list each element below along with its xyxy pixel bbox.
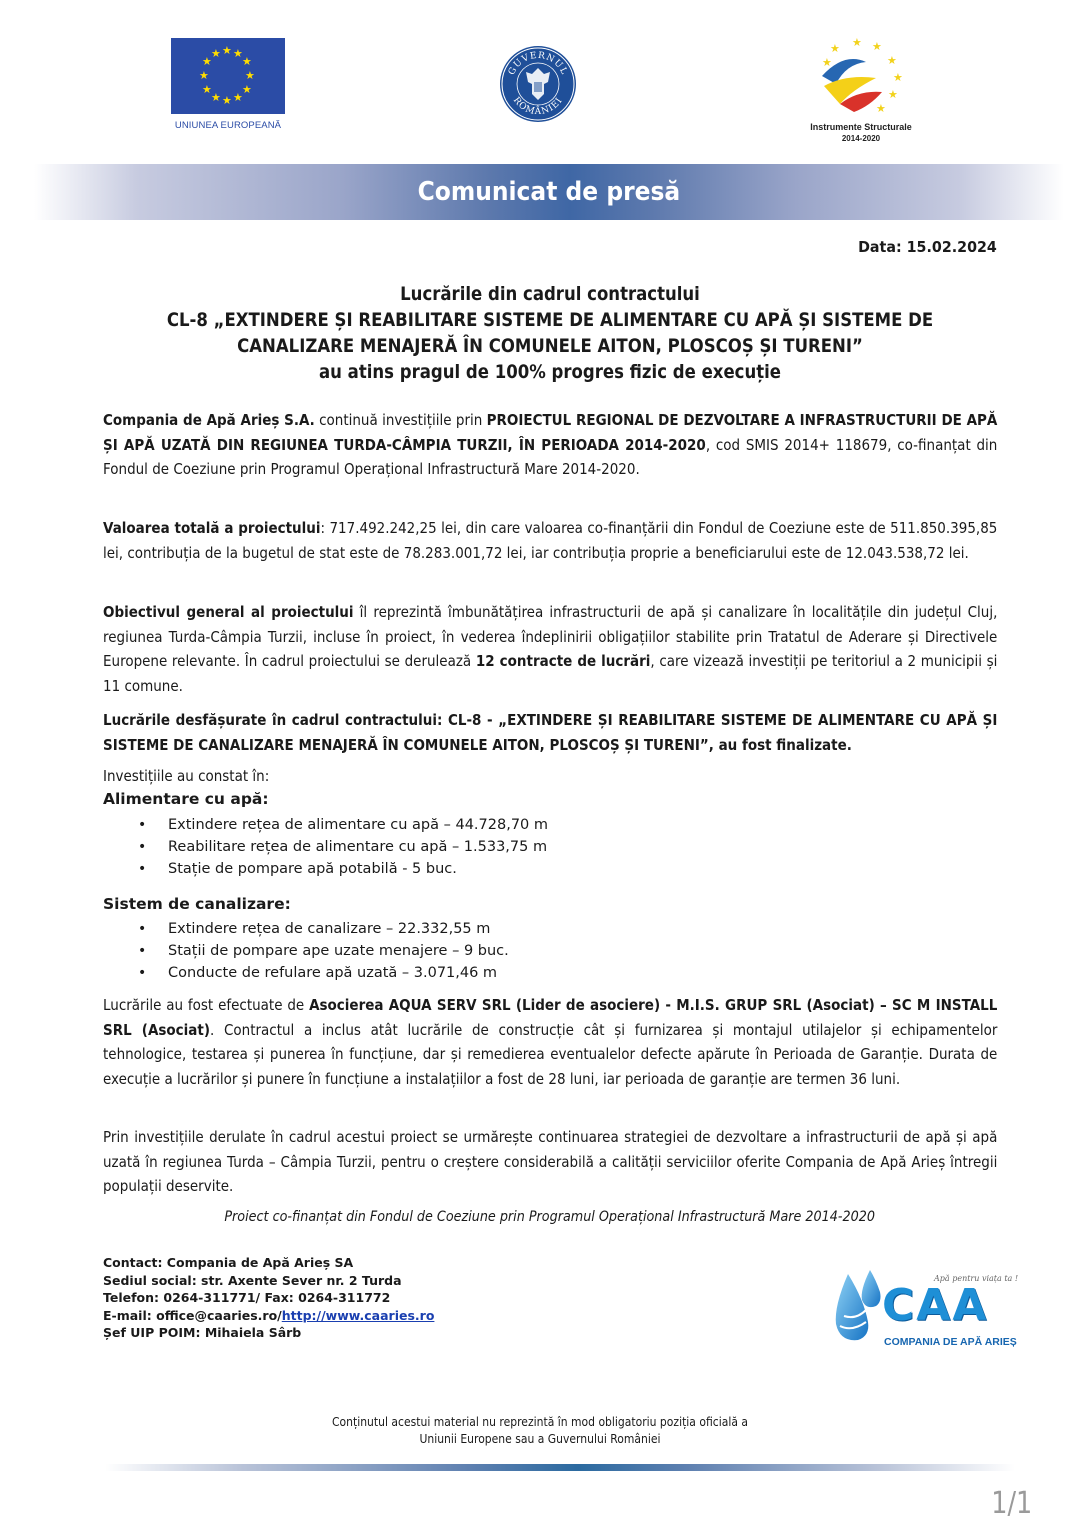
footer-divider [105,1464,1015,1471]
eu-flag-icon: ★ ★ ★ ★ ★ ★ ★ ★ ★ ★ ★ ★ [171,38,285,114]
water-supply-list [138,814,548,880]
svg-text:★: ★ [888,88,898,101]
list-item: • Reabilitare rețea de alimentare cu apă – 1.533,75 m [138,836,548,858]
eu-caption: UNIUNEA EUROPEANĂ [174,120,282,131]
is-caption: Instrumente Structurale [810,122,912,132]
svg-text:★: ★ [893,71,903,84]
disclaimer-line-1: Conținutul acestui material nu reprezintă în mod obligatoriu poziția oficială a [331,1415,748,1429]
contact-block [103,1254,434,1342]
caa-acronym: CAA [882,1280,989,1331]
svg-text:★: ★ [872,40,882,53]
project-name: PROIECTUL REGIONAL DE DEZVOLTARE A INFRASTRUCTURII DE APĂ ȘI APĂ UZATĂ DIN REGIUNEA TURDA-CÂMPIA TURZII, ÎN PERIOADA 2014-2020 [103,411,998,454]
contact-company: Contact: Compania de Apă Arieș SA [103,1255,354,1270]
paragraph-objective [103,600,997,698]
eu-flag-logo [171,38,285,134]
title-line-2: CL-8 „EXTINDERE ȘI REABILITARE SISTEME DE ALIMENTARE CU APĂ ȘI SISTEME DE [166,309,934,331]
caa-company-name: COMPANIA DE APĂ ARIEȘ [884,1336,1017,1348]
page-number: 1/1 [990,1486,1032,1521]
water-supply-heading: Alimentare cu apă: [103,790,269,808]
text: , cod SMIS 2014+ 118679, co-finanțat din Fondul de Coeziune prin Programul Operațional Infrastructură Mare 2014-2020. [103,435,998,478]
seal-text-bottom: ROMÂNIEI [510,95,566,118]
svg-text:★: ★ [852,36,862,49]
contact-address: Sediul social: str. Axente Sever nr. 2 Turda [103,1272,402,1288]
seal-text-top: GUVERNUL [506,50,570,77]
list-item: • Conducte de refulare apă uzată – 3.071,46 m [138,962,509,984]
instrumente-structurale-logo [796,34,926,146]
text: : 717.492.242,25 lei, din care valoarea co-finanțării din Fondul de Coeziune este de 511.850.395,85 lei, contribuția de la bugetul de stat este de 78.283.001,72 lei, iar contribuția proprie a beneficiarului este de 12.043.538,72 lei. [103,519,998,562]
paragraph-contractors [103,993,997,1091]
is-caption-years: 2014-2020 [841,134,881,143]
cofinance-note-text: Proiect co-finanțat din Fondul de Coeziune prin Programul Operațional Infrastructură Mare 2014-2020 [224,1209,876,1225]
text: , care vizează investiții pe teritoriul a 2 municipii și 11 comune. [103,652,998,695]
contractors: Asocierea AQUA SERV SRL (Lider de asociere) - M.I.S. GRUP SRL (Asociat) – SC M INSTALL SRL (Asociat) [103,996,998,1039]
text: îl reprezintă îmbunătățirea infrastructurii de apă și canalizare în localitățile din județul Cluj, regiunea Turda-Câmpia Turzii, incluse în proiect, în vederea îndeplinirii obligațiilor stabilite prin Tratatul de Aderare și Directivele Europene relevante. În cadrul proiectului se derulează [103,603,998,670]
banner-title: Comunicat de presă [417,177,681,207]
contracts-count: 12 contracte de lucrări [475,652,651,670]
list-item: • Extindere rețea de canalizare – 22.332,55 m [138,918,509,940]
document-title [100,281,1000,385]
svg-text:★: ★ [830,42,840,55]
title-line-4: au atins pragul de 100% progres fizic de execuție [319,361,781,383]
text: continuă investițiile prin [314,411,487,429]
disclaimer [200,1414,880,1448]
release-date: Data: 15.02.2024 [858,238,997,256]
svg-text:★: ★ [876,102,886,115]
sewer-system-heading: Sistem de canalizare: [103,895,291,913]
instrumente-structurale-icon [796,34,926,118]
text: Lucrările au fost efectuate de [103,996,310,1014]
title-line-3: CANALIZARE MENAJERĂ ÎN COMUNELE AITON, PLOSCOȘ ȘI TURENI” [237,335,863,357]
list-item: • Extindere rețea de alimentare cu apă – 44.728,70 m [138,814,548,836]
disclaimer-line-2: Uniunii Europene sau a Guvernului României [419,1432,661,1446]
cofinance-note [100,1209,1000,1225]
guvernul-romaniei-seal [498,44,578,124]
paragraph-strategy [103,1125,997,1199]
strategy-text: Prin investițiile derulate în cadrul acestui proiect se urmărește continuarea strategiei de dezvoltare a infrastructurii de apă și apă uzată în regiunea Turda – Câmpia Turzii, pentru o creștere considerabilă a calității serviciilor oferite Compania de Apă Arieș întregii populații deservite. [103,1128,998,1195]
title-line-1: Lucrările din cadrul contractului [400,283,700,305]
list-item: • Stație de pompare apă potabilă - 5 buc. [138,858,548,880]
contact-email: E-mail: office@caaries.ro/ [103,1307,282,1323]
contact-phone: Telefon: 0264-311771/ Fax: 0264-311772 [103,1290,391,1305]
paragraph-project-value [103,516,997,565]
works-completed-text: Lucrările desfășurate în cadrul contractului: CL-8 - „EXTINDERE ȘI REABILITARE SISTEME DE ALIMENTARE CU APĂ ȘI SISTEME DE CANALIZARE MENAJERĂ ÎN COMUNELE AITON, PLOSCOȘ ȘI TURENI”, au fost finalizate. [103,711,998,754]
svg-text:★: ★ [822,56,832,69]
caa-slogan: Apă pentru viața ta ! [934,1274,1019,1283]
press-release-banner [34,164,1064,220]
list-item: • Stații de pompare ape uzate menajere – 9 buc. [138,940,509,962]
caa-logo [826,1266,1036,1352]
website-link[interactable]: http://www.caaries.ro [281,1307,435,1323]
objective-label: Obiectivul general al proiectului [103,603,354,621]
text: . Contractul a inclus atât lucrările de construcție cât și furnizarea și montajul utilajelor și echipamentelor tehnologice, testarea și punerea în funcțiune, dar și remedierea eventualelor defecte apărute în Perioada de Garanție. Durata de execuție a lucrărilor și punere în funcțiune a instalațiilor a fost de 28 luni, iar perioada de garanție are termen 36 luni. [103,1020,998,1088]
government-seal-icon [498,44,578,124]
paragraph-project-intro [103,408,997,482]
svg-text:★: ★ [887,54,897,67]
contact-email-line [103,1307,434,1325]
company-name: Compania de Apă Arieș S.A. [103,411,315,429]
paragraph-works-completed [103,708,997,757]
investments-intro: Investițiile au constat în: [103,767,270,785]
value-label: Valoarea totală a proiectului [103,519,321,537]
sewer-system-list [138,918,509,984]
contact-uip-head: Șef UIP POIM: Mihaiela Sârb [103,1325,302,1340]
